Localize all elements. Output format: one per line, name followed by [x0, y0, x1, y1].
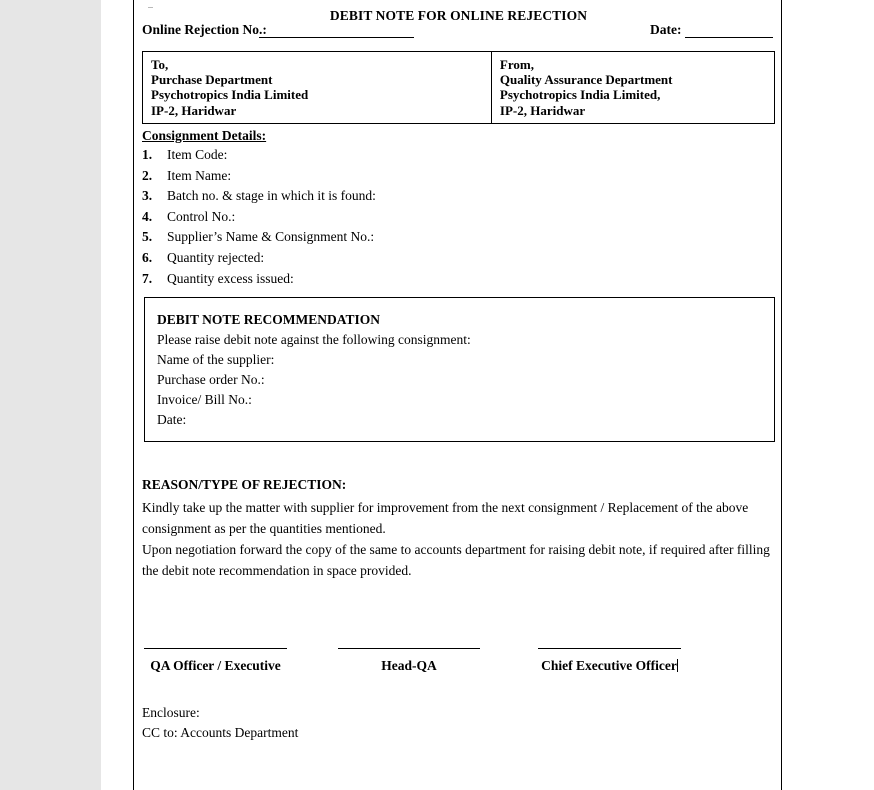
list-item	[142, 147, 775, 168]
from-line-2: Psychotropics India Limited,	[499, 87, 661, 103]
date-field[interactable]	[685, 37, 773, 38]
rejection-number-row	[142, 22, 775, 40]
text-cursor	[677, 659, 678, 672]
recommendation-title: DEBIT NOTE RECOMMENDATION	[157, 312, 381, 327]
signature-caption: QA Officer / Executive	[150, 658, 281, 673]
address-cell-to	[143, 52, 492, 123]
recommendation-supplier-label: Name of the supplier:	[157, 352, 275, 367]
rejection-no-label: Online Rejection No.:	[142, 22, 267, 37]
consignment-details-list	[142, 147, 775, 291]
signature-row	[142, 648, 775, 688]
list-item-label: Item Name:	[167, 167, 232, 183]
list-item-label: Control No.:	[167, 208, 236, 224]
list-item-label: Item Code:	[167, 147, 228, 162]
recommendation-invoice-label: Invoice/ Bill No.:	[157, 392, 252, 407]
debit-note-recommendation-box	[144, 297, 775, 442]
date-label: Date:	[650, 22, 682, 37]
list-item	[142, 188, 775, 209]
document-page	[101, 0, 874, 790]
page-content-area	[142, 0, 775, 790]
list-item	[142, 168, 775, 189]
list-item-number: 4.	[142, 208, 153, 224]
list-item	[142, 271, 775, 292]
reason-heading: REASON/TYPE OF REJECTION:	[142, 477, 347, 492]
recommendation-intro: Please raise debit note against the following consignment:	[157, 332, 471, 347]
list-item-number: 7.	[142, 270, 153, 286]
signature-line[interactable]	[144, 648, 287, 649]
from-heading: From,	[499, 57, 534, 72]
enclosure-label: Enclosure:	[142, 705, 200, 720]
list-item-label: Supplier’s Name & Consignment No.:	[167, 229, 375, 245]
list-item-number: 5.	[142, 229, 153, 245]
list-item	[142, 229, 775, 250]
signature-line[interactable]	[538, 648, 681, 649]
to-heading: To,	[151, 57, 169, 72]
recommendation-purchase-order-label: Purchase order No.:	[157, 372, 265, 387]
signature-block-ceo	[538, 648, 681, 674]
signature-block-head-qa	[338, 648, 480, 674]
list-item-label: Quantity excess issued:	[167, 270, 294, 286]
list-item-number: 1.	[142, 147, 153, 162]
reason-paragraph-2: Upon negotiation forward the copy of the same to accounts department for raising debit note, if required after filling the debit note recommendation in space provided.	[142, 542, 770, 578]
list-item-number: 6.	[142, 249, 153, 265]
signature-caption: Head-QA	[381, 658, 437, 673]
to-line-1: Purchase Department	[151, 72, 273, 88]
to-line-3: IP-2, Haridwar	[151, 102, 237, 118]
recommendation-date-label: Date:	[157, 412, 187, 427]
address-table	[142, 51, 775, 124]
list-item-number: 3.	[142, 188, 153, 204]
signature-caption-ceo-wrapper	[538, 658, 681, 674]
reason-paragraph-1: Kindly take up the matter with supplier for improvement from the next consignment / Replacement of the above consignment as per the quantities mentioned.	[142, 500, 749, 536]
list-item-label: Quantity rejected:	[167, 249, 265, 265]
list-item	[142, 250, 775, 271]
from-line-3: IP-2, Haridwar	[499, 102, 586, 118]
rejection-no-field[interactable]	[259, 37, 414, 38]
from-line-1: Quality Assurance Department	[499, 72, 673, 88]
page-title: DEBIT NOTE FOR ONLINE REJECTION	[329, 8, 588, 23]
consignment-details-heading: Consignment Details:	[142, 128, 267, 143]
signature-line[interactable]	[338, 648, 480, 649]
list-item-number: 2.	[142, 167, 153, 183]
page-body	[133, 0, 782, 790]
list-item-label: Batch no. & stage in which it is found:	[167, 188, 376, 204]
signature-caption: Chief Executive Officer	[541, 658, 677, 673]
list-item	[142, 209, 775, 230]
cc-label: CC to: Accounts Department	[142, 725, 299, 740]
to-line-2: Psychotropics India Limited	[151, 87, 309, 103]
signature-block-qa-officer	[144, 648, 287, 674]
address-cell-from	[492, 52, 774, 123]
